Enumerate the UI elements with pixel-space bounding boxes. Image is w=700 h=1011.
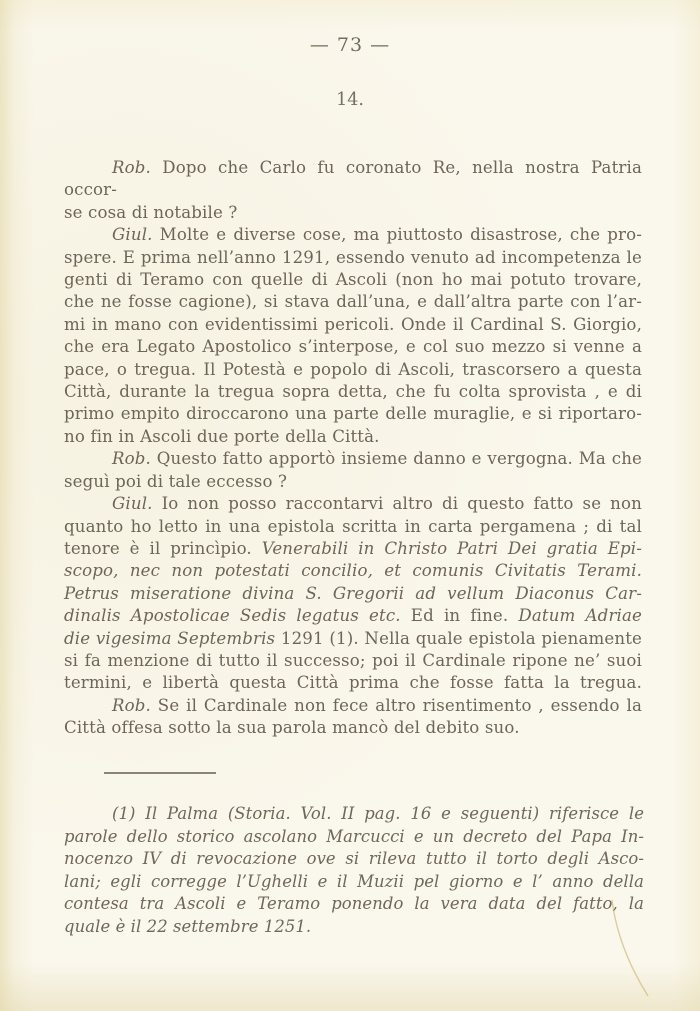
body-text-line — [64, 247, 642, 269]
body-text-line — [64, 403, 642, 425]
text-segment: tenore è il princìpio. — [64, 538, 262, 558]
body-text-line — [64, 269, 642, 291]
text-segment: Petrus miseratione divina S. Gregorii ad vellum Diaconus Car- — [64, 583, 642, 603]
footnote-divider-rule — [104, 772, 216, 774]
footnote-line — [64, 871, 644, 894]
body-text-line — [64, 695, 642, 717]
body-text-line — [64, 202, 642, 224]
text-segment: nocenzo IV di revocazione ove si rileva tutto il torto degli Asco- — [64, 849, 644, 869]
body-text-line — [64, 605, 642, 627]
text-segment: contesa tra Ascoli e Teramo ponendo la vera data del fatto, la — [64, 894, 644, 914]
text-segment: spere. E prima nell’anno 1291, essendo venuto ad incompetenza le — [64, 247, 642, 267]
footnote-line — [64, 826, 644, 849]
body-text-line — [64, 628, 642, 650]
body-text-line — [64, 314, 642, 336]
text-segment: mi in mano con evidentissimi pericoli. Onde il Cardinal S. Giorgio, — [64, 314, 642, 334]
body-text-line — [64, 560, 642, 582]
text-segment: Rob. — [112, 158, 151, 177]
text-segment: Città, durante la tregua sopra detta, che fu colta sprovista , e di — [64, 382, 642, 402]
text-segment: termini, e libertà questa Città prima che fosse fatta la tregua. — [64, 673, 642, 693]
section-number: 14. — [336, 90, 364, 110]
text-segment: lani; egli corregge l’Ughelli e il Muzii pel giorno e l’ anno della — [64, 871, 644, 891]
text-segment: che era Legato Apostolico s’interpose, e col suo mezzo si venne a — [64, 337, 642, 357]
body-text-line — [64, 516, 642, 538]
text-segment: scopo, nec non potestati concilio, et comunis Civitatis Terami. — [64, 561, 642, 581]
body-text-line — [64, 717, 642, 739]
body-text-line — [64, 359, 642, 381]
footnote-line — [64, 893, 644, 916]
text-segment: parole dello storico ascolano Marcucci e un decreto del Papa In- — [64, 826, 644, 846]
text-segment: Venerabili in Christo Patri Dei gratia Epi- — [261, 538, 642, 558]
body-text-line — [64, 583, 642, 605]
footnote-line — [64, 848, 644, 871]
text-segment: Giul. — [112, 494, 153, 514]
body-text-line — [64, 224, 642, 246]
text-segment: Giul. — [112, 225, 153, 245]
text-segment: Io non posso raccontarvi altro di questo fatto se non — [152, 494, 642, 514]
body-text-line — [64, 538, 642, 560]
body-text-line — [64, 157, 642, 202]
text-segment: se cosa di notabile ? — [64, 202, 238, 222]
footnote-line — [64, 803, 644, 826]
body-text-line — [64, 448, 642, 470]
text-segment: dinalis Apostolicae Sedis legatus etc. — [64, 606, 401, 626]
text-segment: Città offesa sotto la sua parola mancò del debito suo. — [64, 718, 520, 738]
text-segment: che ne fosse cagione), si stava dall’una, e dall’altra parte con l’ar- — [64, 292, 642, 312]
body-text-line — [64, 650, 642, 672]
text-segment: Ed in fine. — [400, 606, 519, 626]
body-text-line — [64, 672, 642, 694]
body-text-line — [64, 336, 642, 358]
footnote-line — [64, 916, 644, 939]
body-text-block — [64, 157, 642, 740]
text-segment: Se il Cardinale non fece altro risentimento , essendo la — [150, 695, 642, 715]
text-segment: seguì poi di tale eccesso ? — [64, 471, 288, 491]
text-segment: quanto ho letto in una epistola scritta in carta pergamena ; di tal — [64, 516, 642, 536]
text-segment: Molte e diverse cose, ma piuttosto disastrose, che pro- — [152, 225, 642, 245]
text-segment: (1) Il Palma (Storia. Vol. II pag. 16 e seguenti) riferisce le — [112, 804, 644, 823]
text-segment: Questo fatto apportò insieme danno e vergogna. Ma che — [150, 449, 642, 469]
body-text-line — [64, 493, 642, 515]
body-text-line — [64, 381, 642, 403]
text-segment: pace, o tregua. Il Potestà e popolo di Ascoli, trascorsero a questa — [64, 359, 642, 379]
text-segment: genti di Teramo con quelle di Ascoli (non ho mai potuto trovare, — [64, 270, 642, 290]
text-segment: Dopo che Carlo fu coronato Re, nella nostra Patria occor- — [64, 158, 642, 200]
text-segment: no fin in Ascoli due porte della Città. — [64, 426, 380, 446]
text-segment: Datum Adriae — [518, 606, 642, 626]
text-segment: Rob. — [112, 695, 151, 715]
body-text-line — [64, 291, 642, 313]
text-segment: 1291 (1). Nella quale epistola pienamente — [275, 628, 642, 648]
body-text-line — [64, 471, 642, 493]
body-text-line — [64, 426, 642, 448]
text-segment: die vigesima Septembris — [64, 628, 276, 648]
text-segment: quale è il 22 settembre 1251. — [64, 916, 312, 936]
text-segment: primo empito diroccarono una parte delle muraglie, e si riportaro- — [64, 404, 642, 424]
footnote-block — [64, 803, 644, 939]
text-segment: si fa menzione di tutto il successo; poi il Cardinale ripone ne’ suoi — [64, 650, 642, 670]
text-segment: Rob. — [112, 449, 151, 469]
page-number: — 73 — — [309, 34, 391, 56]
